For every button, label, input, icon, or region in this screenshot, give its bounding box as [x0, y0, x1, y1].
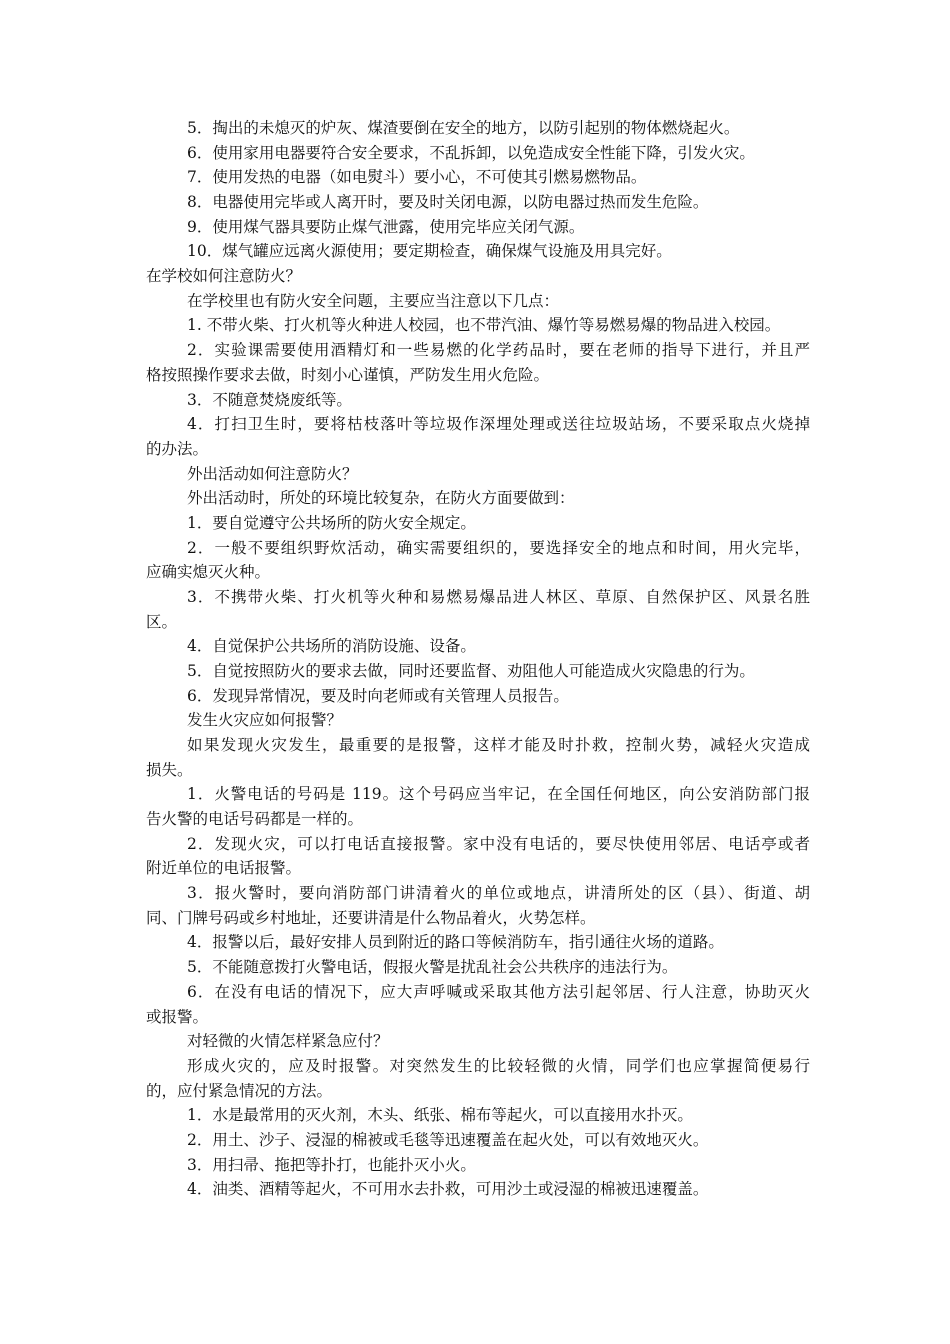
text-line: 或报警。	[146, 1007, 209, 1026]
text-line: 告火警的电话号码都是一样的。	[146, 810, 364, 828]
text-line: 1．水是最常用的灭火剂，木头、纸张、棉布等起火，可以直接用水扑灭。	[187, 1106, 693, 1125]
text-line: 损失。	[146, 760, 193, 779]
text-line: 10．煤气罐应远离火源使用；要定期检查，确保煤气设施及用具完好。	[187, 242, 672, 261]
text-line: 6．在没有电话的情况下，应大声呼喊或采取其他方法引起邻居、行人注意，协助灭火	[187, 982, 810, 1001]
text-line: 1．火警电话的号码是 119。这个号码应当牢记，在全国任何地区，向公安消防部门报	[187, 785, 810, 804]
text-line: 应确实熄灭火种。	[146, 563, 271, 582]
text-line: 2．用土、沙子、浸湿的棉被或毛毯等迅速覆盖在起火处，可以有效地灭火。	[187, 1130, 709, 1149]
text-line: 5．不能随意拨打火警电话，假报火警是扰乱社会公共秩序的违法行为。	[187, 958, 678, 977]
text-line: 的，应付紧急情况的方法。	[146, 1081, 333, 1100]
text-line: 1．要自觉遵守公共场所的防火安全规定。	[187, 513, 476, 532]
text-line: 5．掏出的未熄灭的炉灰、煤渣要倒在安全的地方，以防引起别的物体燃烧起火。	[187, 119, 740, 137]
text-line: 外出活动如何注意防火？	[187, 464, 358, 483]
text-line: 同、门牌号码或乡村地址，还要讲清是什么物品着火，火势怎样。	[146, 908, 596, 927]
text-line: 2．实验课需要使用酒精灯和一些易燃的化学药品时，要在老师的指导下进行，并且严	[187, 341, 810, 360]
text-line: 7．使用发热的电器（如电熨斗）要小心，不可使其引燃易燃物品。	[187, 168, 647, 187]
text-line: 如果发现火灾发生，最重要的是报警，这样才能及时扑救，控制火势，减轻火灾造成	[187, 736, 810, 754]
text-line: 9．使用煤气器具要防止煤气泄露，使用完毕应关闭气源。	[187, 217, 585, 236]
text-line: 1. 不带火柴、打火机等火种进人校园，也不带汽油、爆竹等易燃易爆的物品进入校园。	[187, 316, 781, 335]
text-line: 形成火灾的，应及时报警。对突然发生的比较轻微的火情，同学们也应掌握简便易行	[187, 1056, 810, 1075]
text-line: 2．发现火灾，可以打电话直接报警。家中没有电话的，要尽快使用邻居、电话亭或者	[187, 834, 810, 853]
text-line: 3．报火警时，要向消防部门讲清着火的单位或地点，讲清所处的区（县）、街道、胡	[187, 884, 810, 903]
text-line: 外出活动时，所处的环境比较复杂，在防火方面要做到：	[187, 489, 575, 508]
text-line: 发生火灾应如何报警？	[187, 711, 343, 730]
text-line: 4．油类、酒精等起火，不可用水去扑救，可用沙土或浸湿的棉被迅速覆盖。	[187, 1180, 709, 1199]
text-line: 4．自觉保护公共场所的消防设施、设备。	[187, 637, 476, 656]
text-line: 对轻微的火情怎样紧急应付？	[187, 1032, 389, 1051]
text-line: 附近单位的电话报警。	[146, 859, 302, 878]
text-line: 6．发现异常情况，要及时向老师或有关管理人员报告。	[187, 686, 569, 705]
text-line: 3．不随意焚烧废纸等。	[187, 390, 352, 409]
text-line: 2．一般不要组织野炊活动，确实需要组织的，要选择安全的地点和时间，用火完毕，	[187, 538, 810, 557]
text-line: 3．用扫帚、拖把等扑打，也能扑灭小火。	[187, 1155, 476, 1174]
text-line: 6．使用家用电器要符合安全要求，不乱拆卸，以免造成安全性能下降，引发火灾。	[187, 143, 755, 162]
text-line: 的办法。	[146, 439, 209, 458]
text-line: 在学校如何注意防火？	[146, 267, 302, 286]
text-line: 在学校里也有防火安全问题，主要应当注意以下几点：	[187, 291, 560, 310]
text-line: 3．不携带火柴、打火机等火种和易燃易爆品进人林区、草原、自然保护区、风景名胜	[187, 587, 810, 606]
text-line: 区。	[146, 612, 178, 631]
text-line: 5．自觉按照防火的要求去做，同时还要监督、劝阻他人可能造成火灾隐患的行为。	[187, 662, 755, 680]
text-line: 4．报警以后，最好安排人员到附近的路口等候消防车，指引通往火场的道路。	[187, 933, 724, 952]
text-line: 4．打扫卫生时，要将枯枝落叶等垃圾作深埋处理或送往垃圾站场，不要采取点火烧掉	[187, 415, 810, 434]
text-line: 格按照操作要求去做，时刻小心谨慎，严防发生用火危险。	[146, 365, 550, 384]
text-line: 8．电器使用完毕或人离开时，要及时关闭电源，以防电器过热而发生危险。	[187, 193, 709, 211]
